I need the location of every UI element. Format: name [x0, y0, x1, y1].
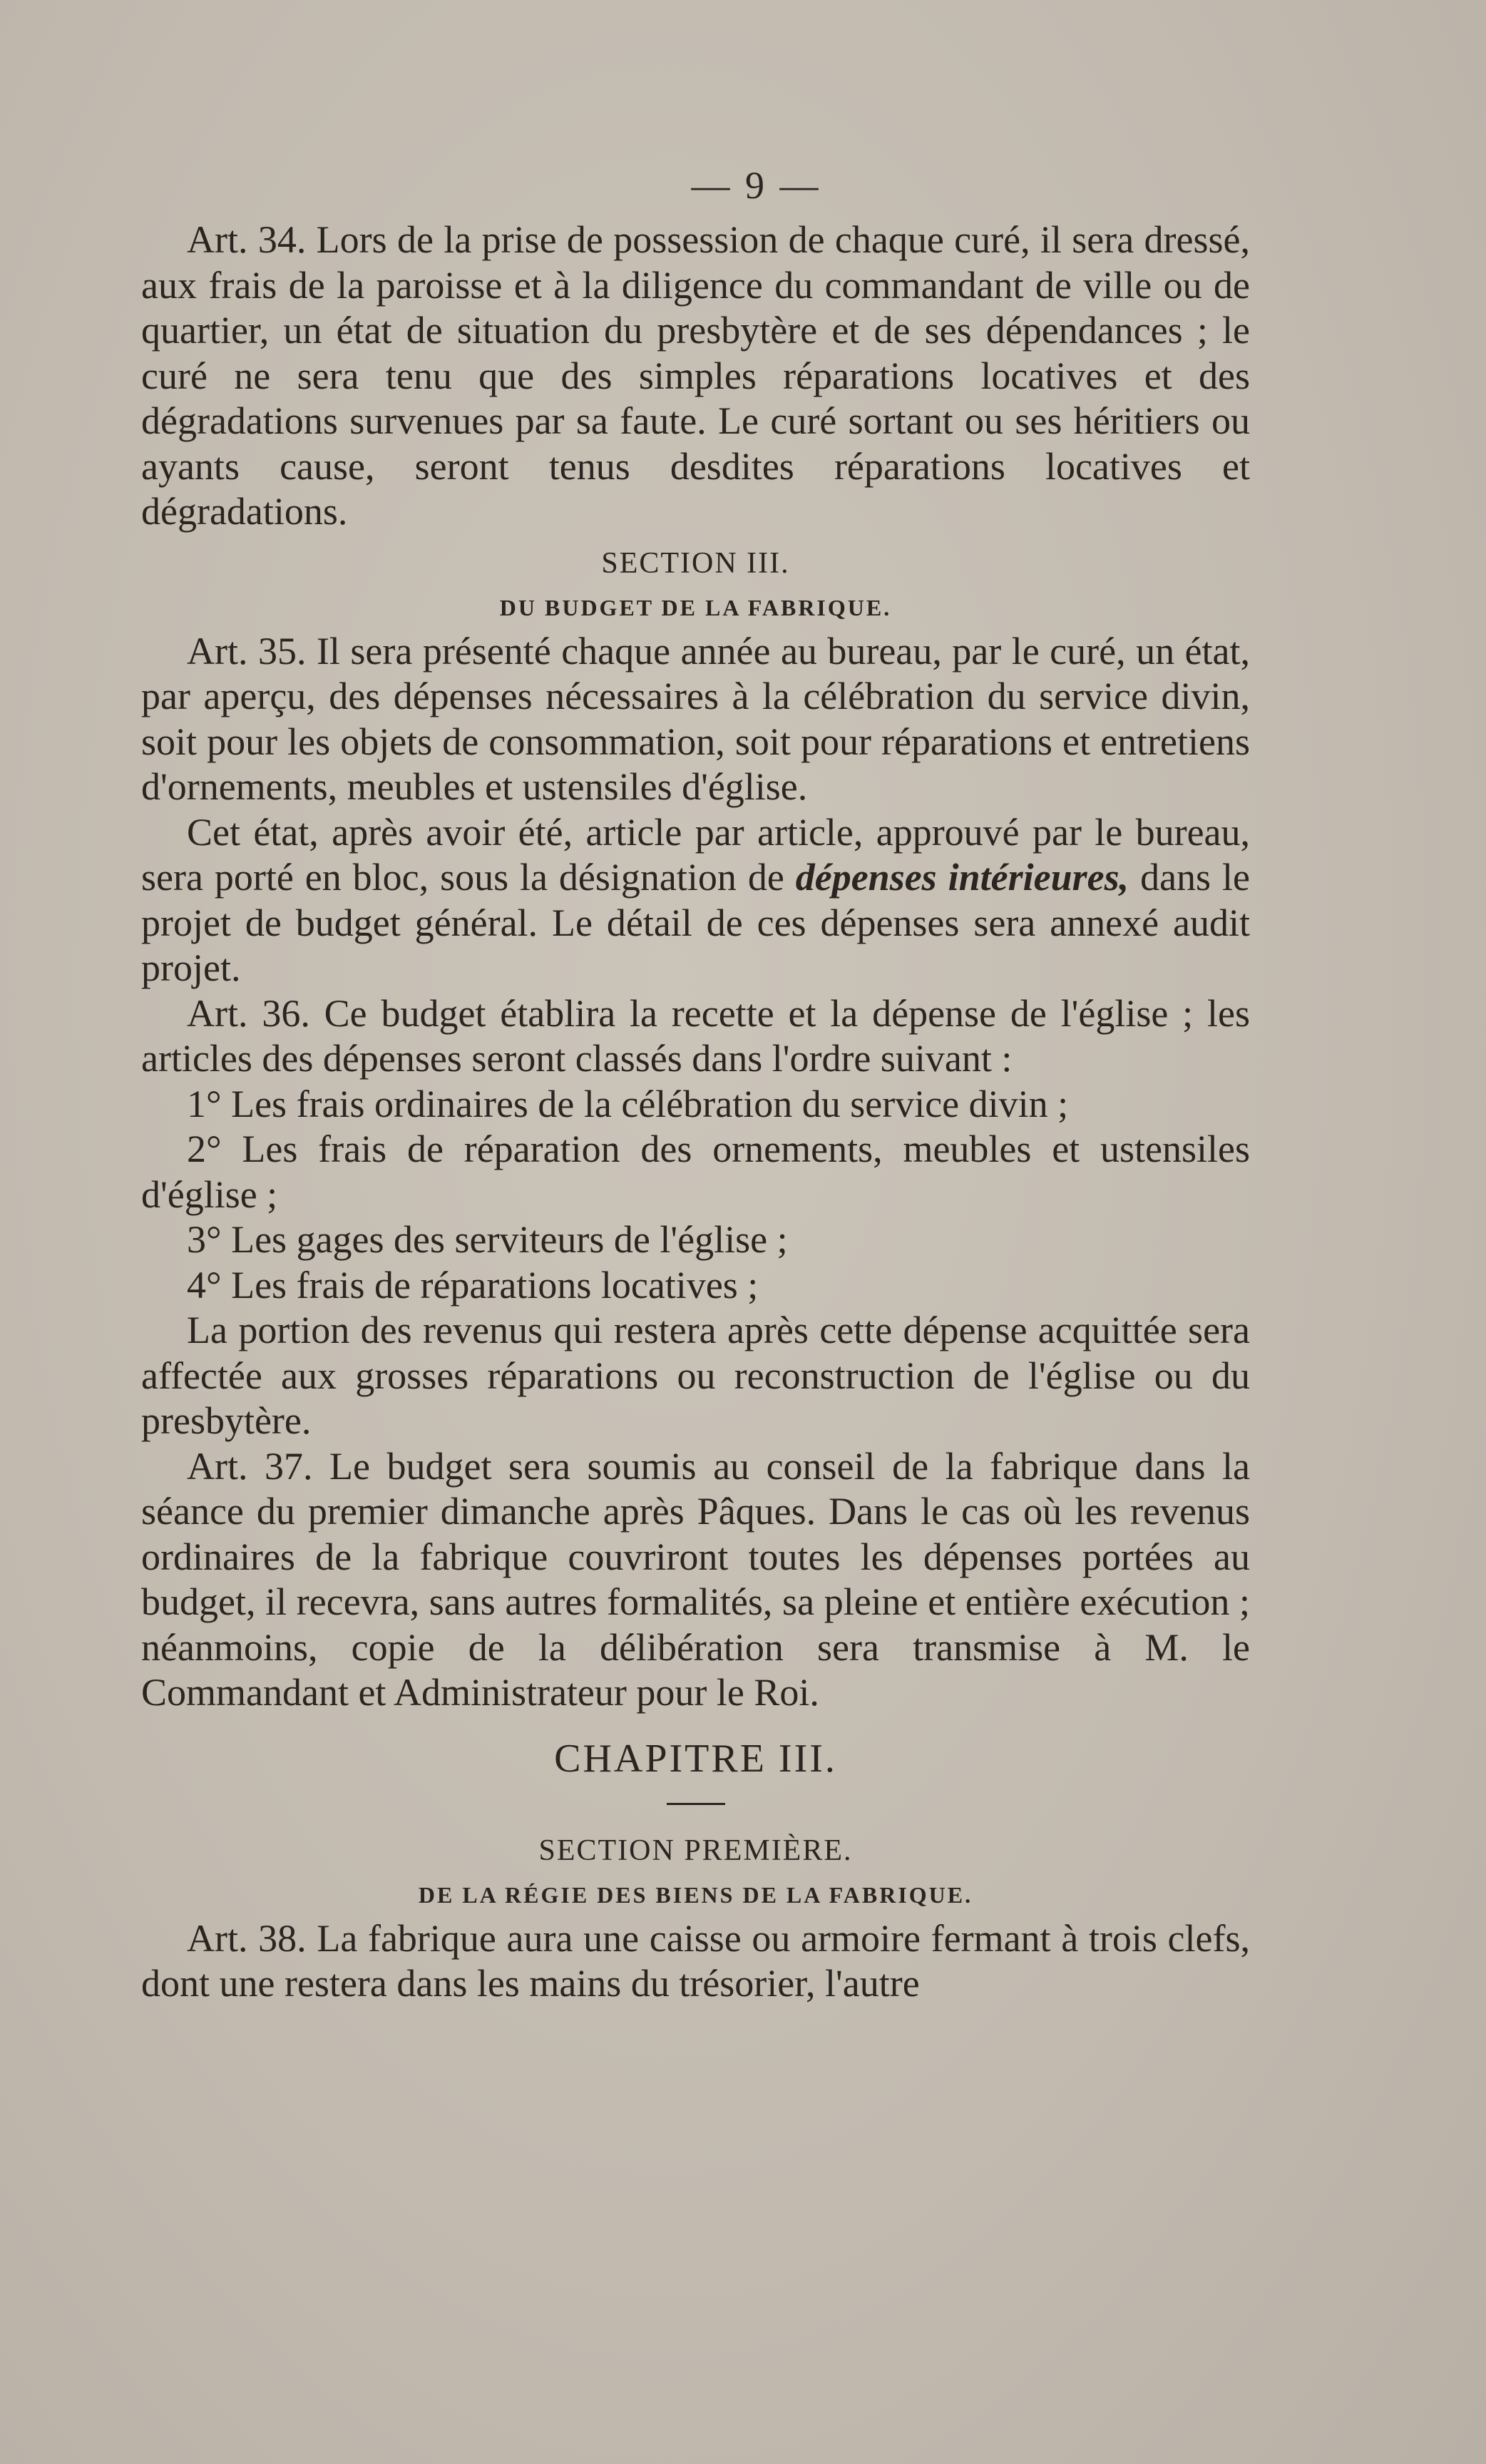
article-37: Art. 37. Le budget sera soumis au conseil de la fabrique dans la séance du premier dimanche après Pâques. Dans le cas où les revenus ordinaires de la fabrique couvriront toutes les dépenses portées au budget, il recevra, sans autres formalités, sa pleine et entière exécution ; néanmoins, copie de la délibération sera transmise à M. le Commandant et Administrateur pour le Roi. — [141, 1444, 1250, 1714]
section-1-title: SECTION PREMIÈRE. — [538, 1834, 853, 1867]
cet-etat-text-start: Cet état, après avoir été, article par article, approuvé par le bureau, sera porté en bloc, sous la désignation de — [141, 810, 1250, 899]
chapter-title: CHAPITRE III. — [554, 1736, 837, 1781]
page-text — [141, 153, 1250, 2007]
chapter-divider — [667, 1803, 725, 1805]
list-item-3: 3° Les gages des serviteurs de l'église ; — [187, 1218, 788, 1261]
article-38: Art. 38. La fabrique aura une caisse ou armoire fermant à trois clefs, dont une restera dans les mains du trésorier, l'autre — [141, 1916, 1250, 2005]
section-3-subtitle: DU BUDGET DE LA FABRIQUE. — [499, 594, 892, 620]
list-item-1: 1° Les frais ordinaires de la célébration du service divin ; — [187, 1082, 1069, 1125]
cet-etat-italic: dépenses intérieures, — [795, 856, 1129, 899]
section-3-title: SECTION III. — [601, 546, 790, 580]
article-34: Art. 34. Lors de la prise de possession de chaque curé, il sera dressé, aux frais de la paroisse et à la diligence du commandant de ville ou de quartier, un état de situation du presbytère et de ses dépendances ; le curé ne sera tenu que des simples réparations locatives et des dégradations survenues par sa faute. Le curé sortant ou ses héritiers ou ayants cause, seront tenus desdites réparations locatives et dégradations. — [141, 218, 1250, 533]
paragraph-portion: La portion des revenus qui restera après cette dépense acquittée sera affectée aux grosses réparations ou reconstruction de l'église ou du presbytère. — [141, 1309, 1250, 1442]
article-35: Art. 35. Il sera présenté chaque année au bureau, par le curé, un état, par aperçu, des dépenses nécessaires à la célébration du service divin, soit pour les objets de consommation, soit pour réparations et entretiens d'ornements, meubles et ustensiles d'église. — [141, 629, 1250, 808]
section-1-subtitle: DE LA RÉGIE DES BIENS DE LA FABRIQUE. — [418, 1881, 973, 1908]
cet-etat-text-end: dans le projet de budget général. Le détail de ces dépenses sera annexé audit projet. — [141, 856, 1250, 989]
paragraph-cet-etat — [141, 810, 1250, 991]
list-item-2: 2° Les frais de réparation des ornements, meubles et ustensiles d'église ; — [141, 1128, 1250, 1216]
page-number: — 9 — — [691, 164, 821, 207]
article-36: Art. 36. Ce budget établira la recette et la dépense de l'église ; les articles des dépenses seront classés dans l'ordre suivant : — [141, 991, 1250, 1080]
list-item-4: 4° Les frais de réparations locatives ; — [187, 1263, 759, 1307]
